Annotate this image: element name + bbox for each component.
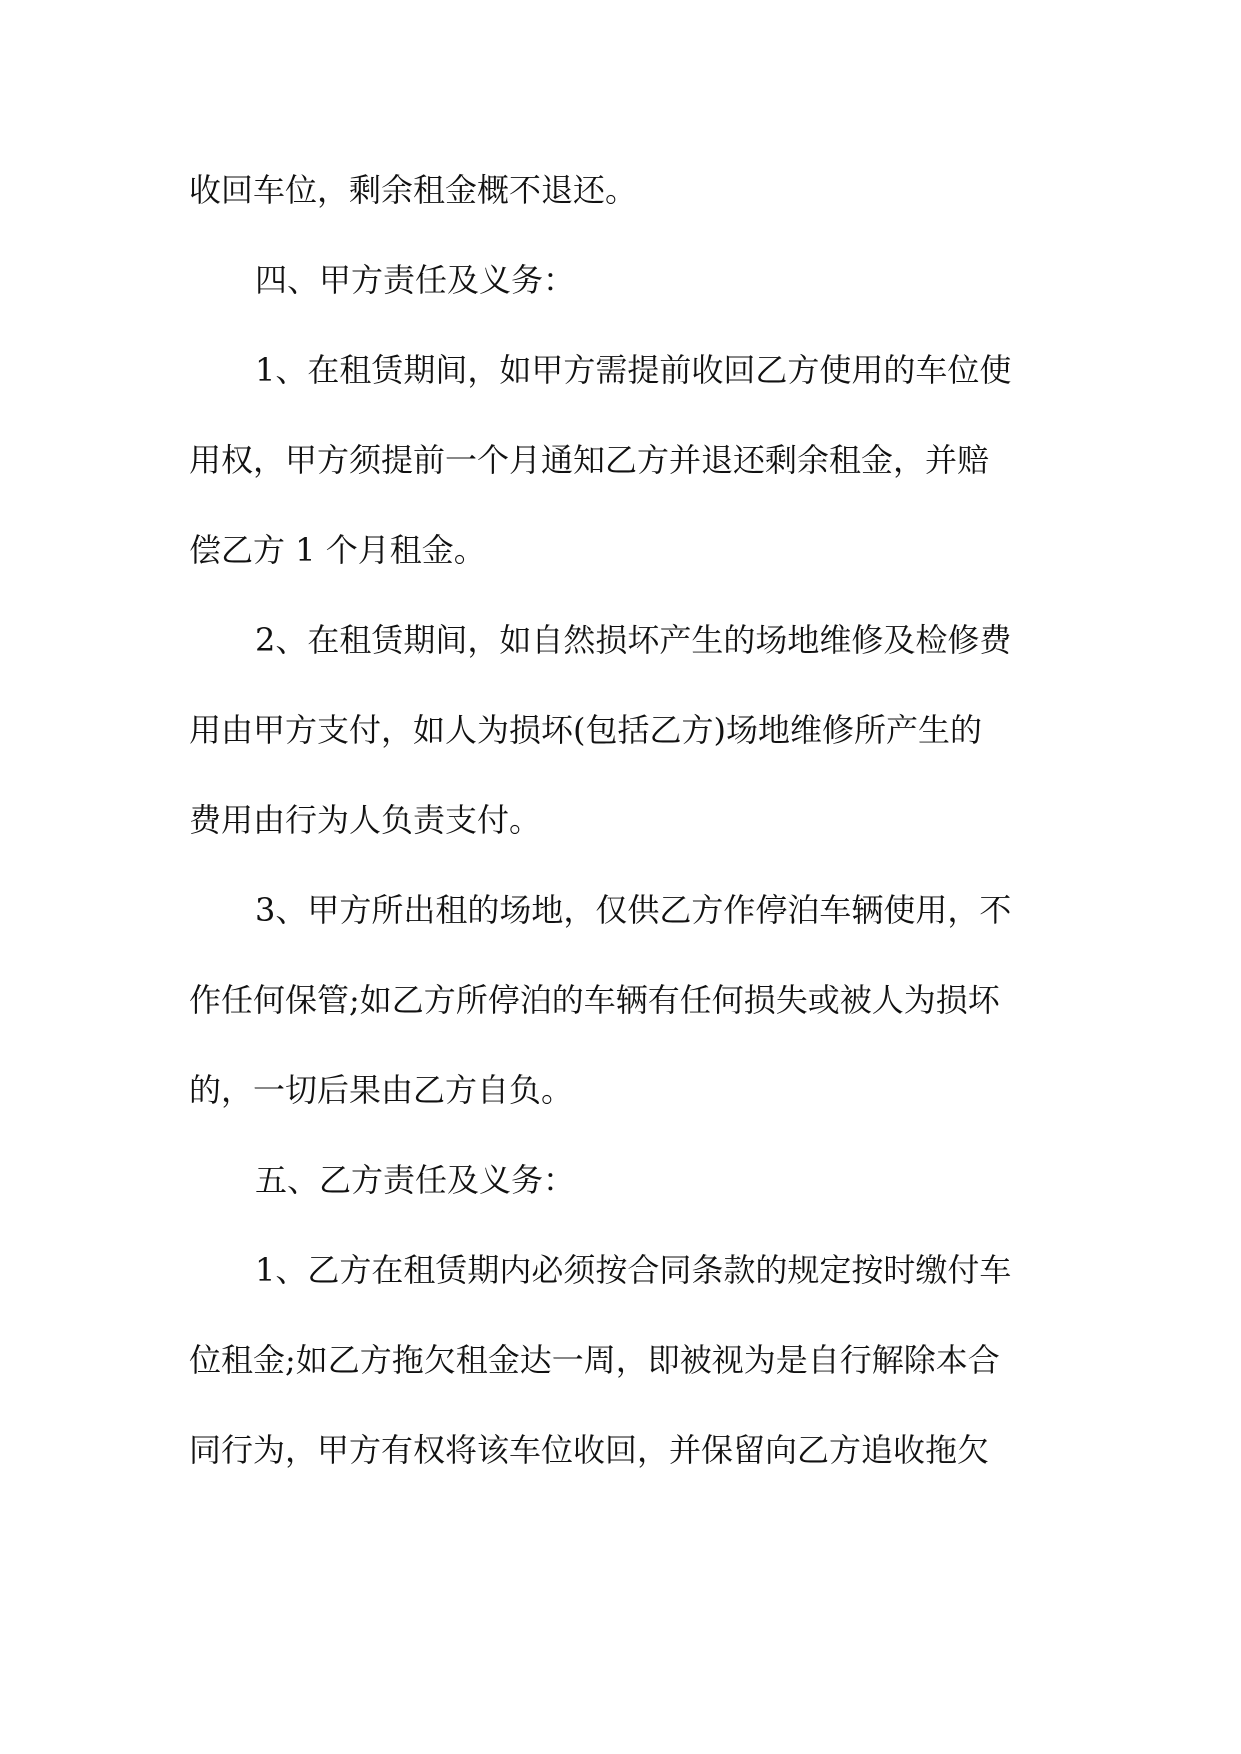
text-line: 3、甲方所出租的场地，仅供乙方作停泊车辆使用，不 [255, 891, 1012, 929]
text-line: 1、在租赁期间，如甲方需提前收回乙方使用的车位使 [255, 351, 1012, 389]
text-line: 的，一切后果由乙方自负。 [189, 1071, 574, 1109]
text-line: 费用由行为人负责支付。 [189, 801, 542, 839]
text-line: 2、在租赁期间，如自然损坏产生的场地维修及检修费 [255, 621, 1012, 659]
text-line: 收回车位，剩余租金概不退还。 [189, 171, 638, 209]
section-heading-4: 四、甲方责任及义务： [255, 261, 576, 299]
text-line: 作任何保管;如乙方所停泊的车辆有任何损失或被人为损坏 [189, 981, 1000, 1019]
text-line: 同行为，甲方有权将该车位收回，并保留向乙方追收拖欠 [189, 1431, 990, 1469]
text-line: 位租金;如乙方拖欠租金达一周，即被视为是自行解除本合 [189, 1341, 1000, 1379]
section-heading-5: 五、乙方责任及义务： [255, 1161, 576, 1199]
text-line: 1、乙方在租赁期内必须按合同条款的规定按时缴付车 [255, 1251, 1012, 1289]
text-line: 用权，甲方须提前一个月通知乙方并退还剩余租金，并赔 [189, 441, 990, 479]
text-line: 偿乙方 1 个月租金。 [189, 531, 486, 569]
text-line: 用由甲方支付，如人为损坏(包括乙方)场地维修所产生的 [189, 711, 982, 749]
